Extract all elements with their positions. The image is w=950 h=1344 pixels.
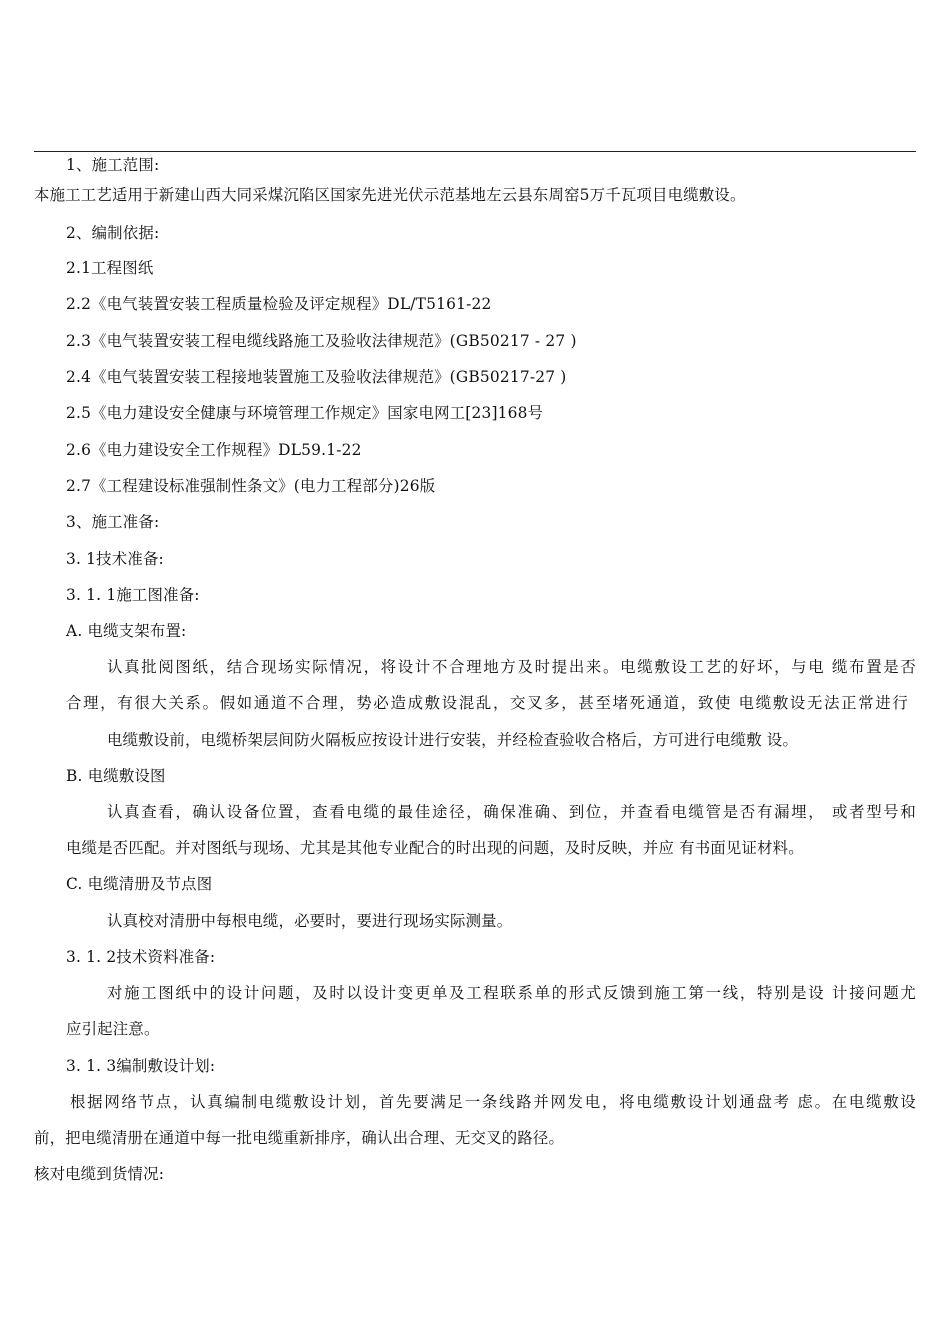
paragraph-3-1-3-line-2: 前，把电缆清册在通道中每一批电缆重新排序，确认出合理、无交叉的路径。: [34, 1129, 565, 1147]
paragraph-a-line-3: 电缆敷设前，电缆桥架层间防火隔板应按设计进行安装，并经检查验收合格后，方可进行电缆敷 设。: [107, 731, 799, 749]
heading-a-cable-support: A. 电缆支架布置:: [66, 622, 187, 640]
basis-item-2-6: 2.6《电力建设安全工作规程》DL59.1-22: [66, 441, 362, 459]
paragraph-3-1-2-line-1: 对施工图纸中的设计问题，及时以设计变更单及工程联系单的形式反馈到施工第一线，特别是设 计接问题尤: [107, 984, 916, 1002]
paragraph-b-line-1: 认真查看，确认设备位置，查看电缆的最佳途径，确保准确、到位，并查看电缆管是否有漏埋， 或者型号和: [107, 803, 916, 821]
heading-b-laying-drawing: B. 电缆敷设图: [66, 767, 166, 785]
basis-item-2-1: 2.1工程图纸: [66, 259, 154, 277]
heading-c-cable-list: C. 电缆清册及节点图: [66, 875, 213, 893]
paragraph-a-line-1: 认真批阅图纸，结合现场实际情况，将设计不合理地方及时提出来。电缆敷设工艺的好坏，与电 缆布置是否: [107, 658, 916, 676]
heading-3-1: 3. 1技术准备:: [66, 550, 164, 568]
header-rule: [34, 151, 916, 152]
heading-3-1-2: 3. 1. 2技术资料准备:: [66, 948, 216, 966]
paragraph-scope-text: 本施工工艺适用于新建山西大同采煤沉陷区国家先进光伏示范基地左云县东周窑5万千瓦项目电缆敷设。: [34, 186, 746, 204]
paragraph-3-1-3-line-1: 根据网络节点，认真编制电缆敷设计划，首先要满足一条线路并网发电，将电缆敷设计划通盘考 虑。在电缆敷设: [70, 1093, 916, 1111]
heading-construction-scope: 1、施工范围:: [66, 156, 160, 174]
basis-item-2-2: 2.2《电气装置安装工程质量检验及评定规程》DL/T5161-22: [66, 295, 492, 313]
paragraph-c-line-1: 认真校对清册中每根电缆，必要时，要进行现场实际测量。: [107, 912, 513, 930]
heading-check-cable-arrival: 核对电缆到货情况:: [34, 1165, 165, 1183]
basis-item-2-3: 2.3《电气装置安装工程电缆线路施工及验收法律规范》(GB50217 - 27 ): [66, 332, 577, 350]
heading-3-1-1: 3. 1. 1施工图准备:: [66, 586, 200, 604]
heading-3-1-3: 3. 1. 3编制敷设计划:: [66, 1057, 216, 1075]
paragraph-b-line-2: 电缆是否匹配。并对图纸与现场、尤其是其他专业配合的时出现的问题，及时反映，并应 有书面见证材料。: [66, 839, 804, 857]
basis-item-2-4: 2.4《电气装置安装工程接地装置施工及验收法律规范》(GB50217-27 ): [66, 368, 567, 386]
basis-item-2-7: 2.7《工程建设标准强制性条文》(电力工程部分)26版: [66, 477, 436, 495]
heading-basis: 2、编制依据:: [66, 224, 160, 242]
heading-preparation: 3、施工准备:: [66, 513, 160, 531]
basis-item-2-5: 2.5《电力建设安全健康与环境管理工作规定》国家电网工[23]168号: [66, 404, 544, 422]
paragraph-3-1-2-line-2: 应引起注意。: [66, 1020, 160, 1038]
paragraph-a-line-2: 合理，有很大关系。假如通道不合理，势必造成敷设混乱，交叉多，甚至堵死通道，致使 电缆敷设无法正常进行: [66, 694, 908, 712]
